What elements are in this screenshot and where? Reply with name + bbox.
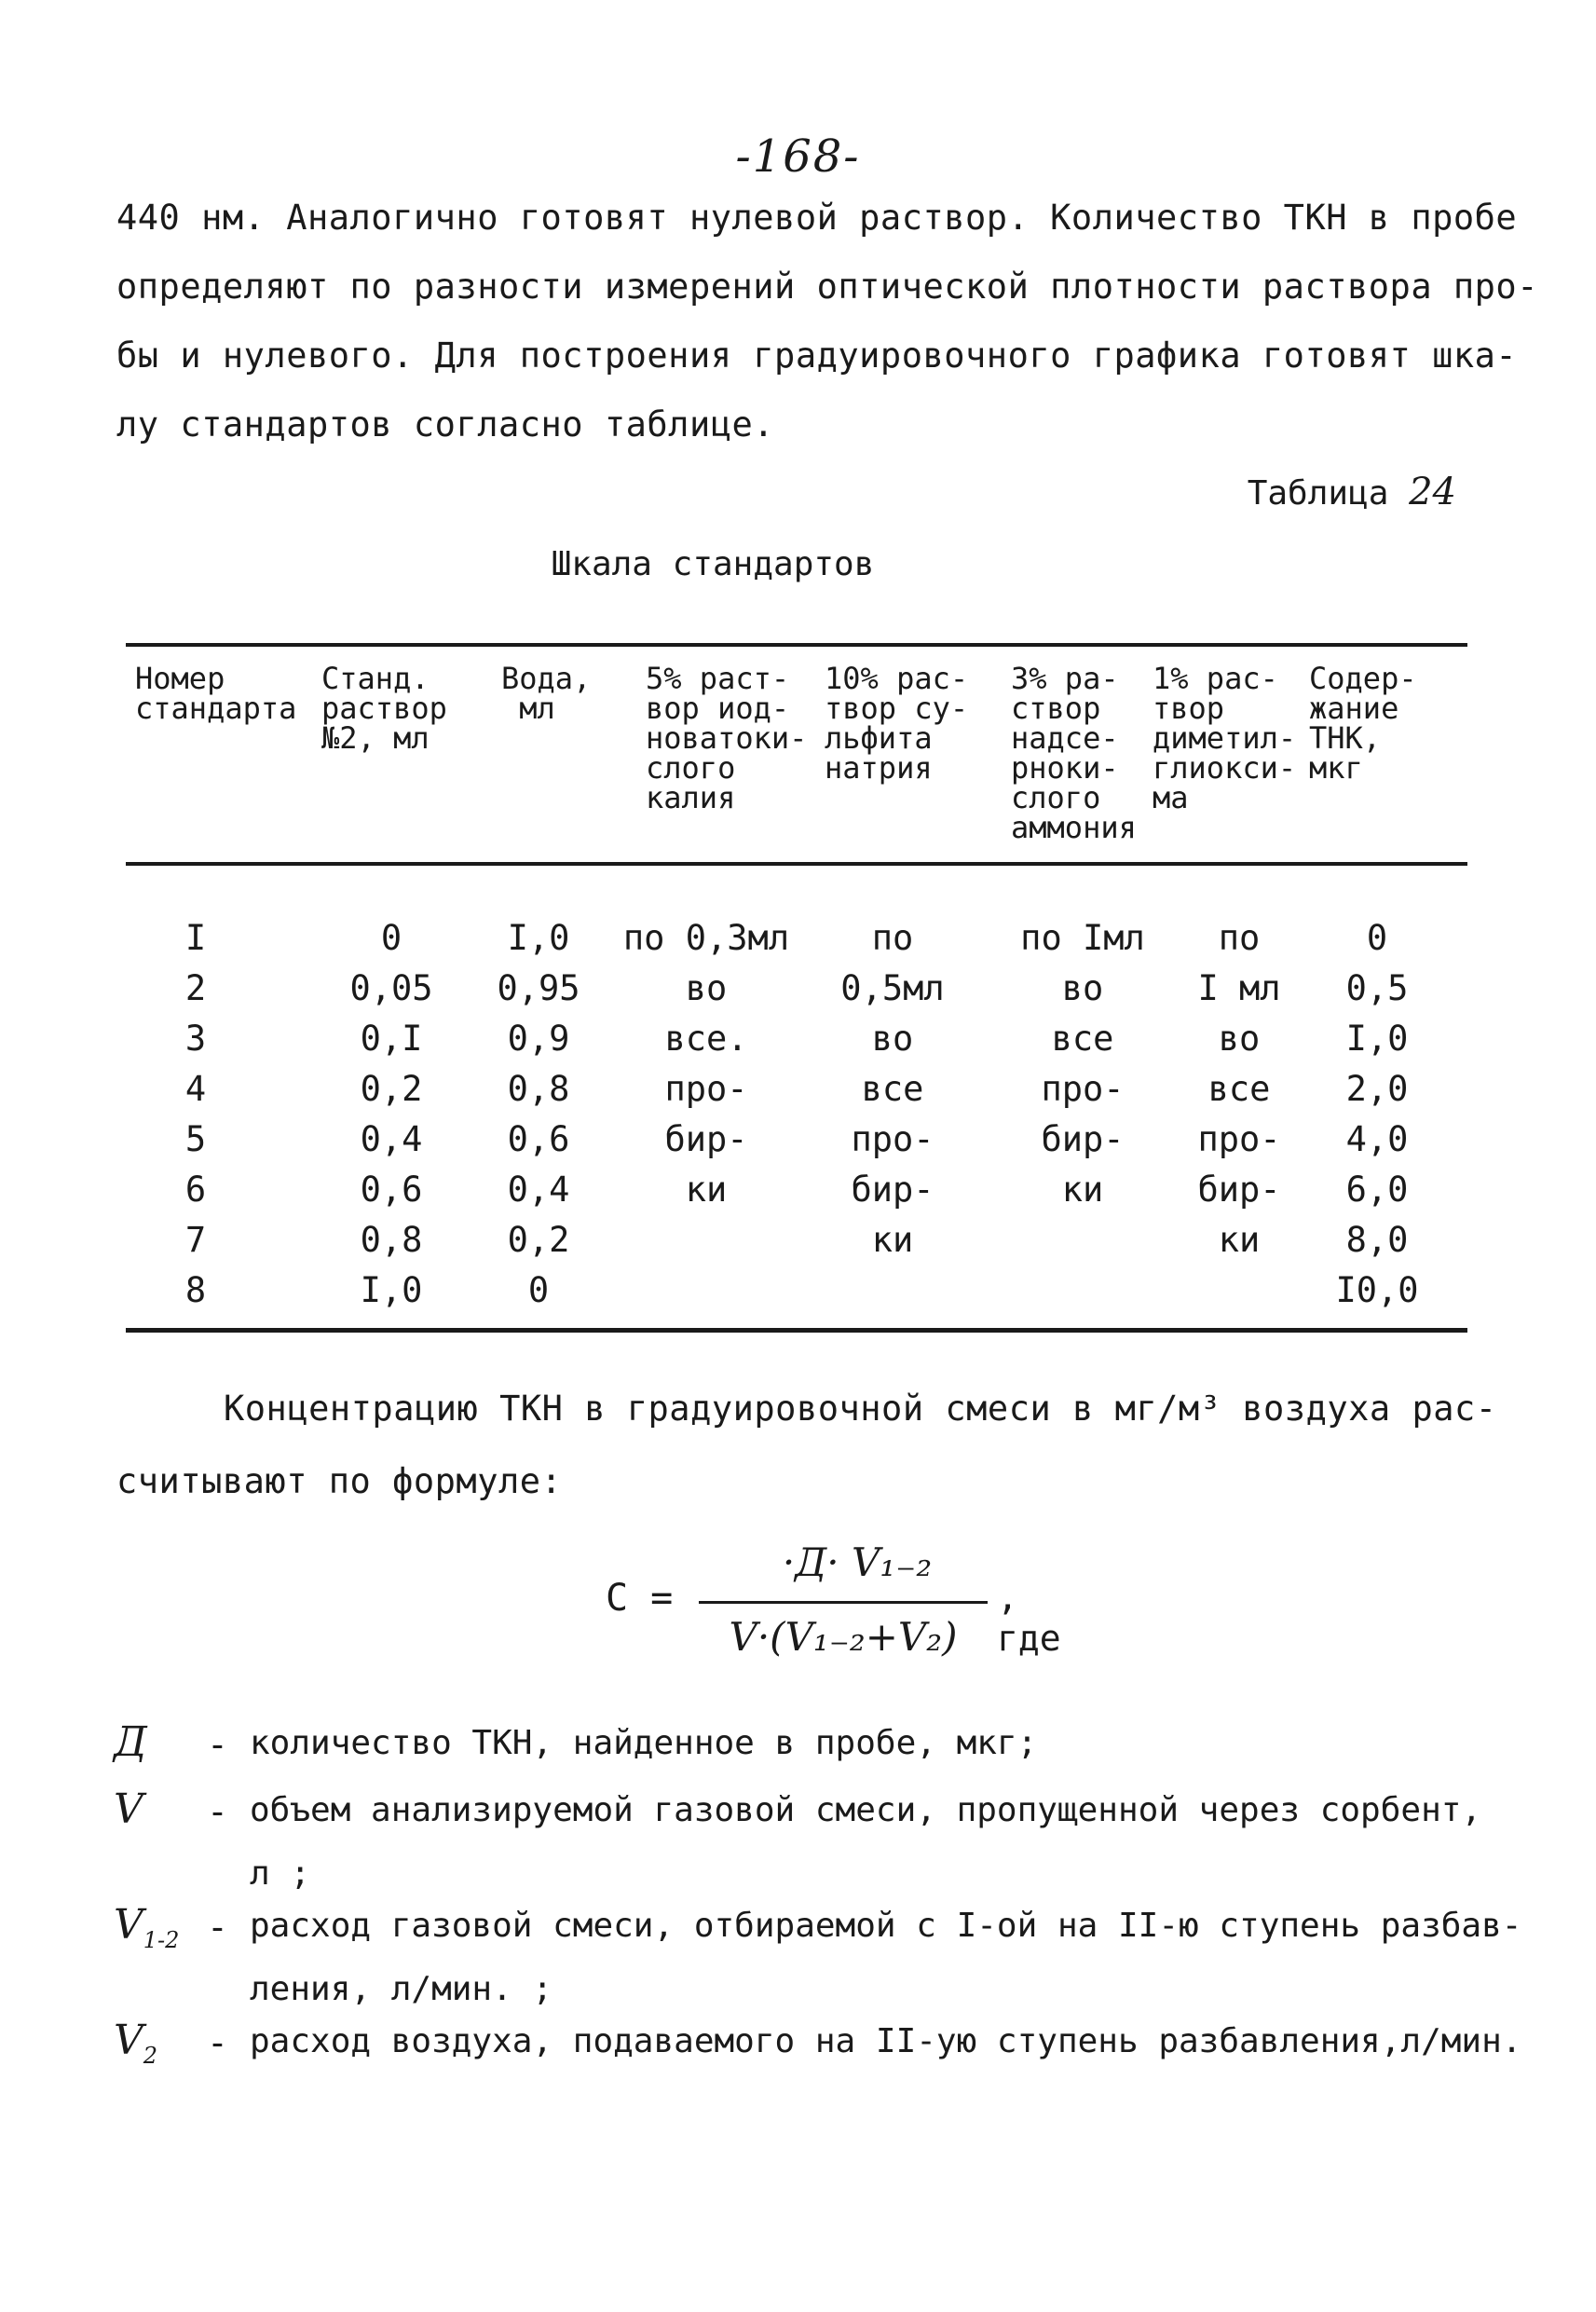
definition-text: расход газовой смеси, отбираемой с I-ой на II-ю ступень разбав- (250, 1907, 1522, 1945)
header-sulfite: 10% рас- твор су- льфита натрия (825, 661, 969, 786)
cell-content: 4,0 (1345, 1119, 1409, 1159)
cell-standard-number: 6 (184, 1170, 207, 1210)
header-iodate: 5% раст- вор иод- новатоки- слого калия (646, 661, 808, 815)
header-water: Вода, мл (501, 661, 592, 726)
cell-iodate: бир- (664, 1119, 748, 1159)
header-dimethylglyoxime: 1% рас- твор диметил- глиокси- ма (1153, 661, 1297, 815)
header-std-solution: Станд. раствор №2, мл (321, 661, 447, 756)
cell-water: 0,8 (507, 1069, 570, 1109)
cell-dimethylglyoxime: ки (1218, 1220, 1261, 1260)
cell-std-solution: 0,4 (360, 1119, 423, 1159)
definition-text: объем анализируемой газовой смеси, пропущенной через сорбент, (250, 1791, 1482, 1829)
cell-std-solution: 0,2 (360, 1069, 423, 1109)
cell-dimethylglyoxime: про- (1197, 1119, 1281, 1159)
cell-iodate: про- (664, 1069, 748, 1109)
cell-content: I,0 (1345, 1019, 1409, 1059)
cell-water: 0,6 (507, 1119, 570, 1159)
text-after-line: считывают по формуле: (116, 1461, 563, 1501)
header-persulfate: 3% ра- створ надсе- рноки- слого аммония (1011, 661, 1137, 845)
header-content: Содер- жание ТНК, мкг (1309, 661, 1417, 786)
page-number: -168- (735, 130, 861, 183)
table-title: Шкала стандартов (551, 545, 875, 583)
cell-persulfate: бир- (1041, 1119, 1125, 1159)
cell-iodate: все. (664, 1019, 748, 1059)
cell-standard-number: 4 (184, 1069, 207, 1109)
cell-std-solution: I,0 (360, 1270, 423, 1310)
cell-std-solution: 0 (380, 918, 402, 958)
cell-std-solution: 0,I (360, 1019, 423, 1059)
cell-std-solution: 0,6 (360, 1170, 423, 1210)
header-standard-number: Номер стандарта (135, 661, 297, 726)
cell-sulfite: все (861, 1069, 924, 1109)
table-caption-label: Таблица (1247, 474, 1389, 513)
cell-water: 0,9 (507, 1019, 570, 1059)
text-after-line: Концентрацию ТКН в градуировочной смеси в мг/м³ воздуха рас- (224, 1389, 1497, 1429)
cell-dimethylglyoxime: I мл (1197, 968, 1281, 1008)
definition-text: расход воздуха, подаваемого на II-ую ступень разбавления,л/мин. (250, 2022, 1522, 2060)
cell-persulfate: ки (1061, 1170, 1104, 1210)
definition-symbol: Д (114, 1718, 147, 1766)
formula-numerator: ·Д· V₁₋₂ (782, 1539, 933, 1585)
definition-symbol: $V_2$ (114, 2017, 158, 2069)
cell-standard-number: I (184, 918, 207, 958)
table-caption-number: 24 (1409, 471, 1456, 513)
definition-dash: - (207, 1907, 228, 1948)
cell-water: I,0 (507, 918, 570, 958)
cell-standard-number: 7 (184, 1220, 207, 1260)
cell-content: 0 (1366, 918, 1388, 958)
definition-text: количество ТКН, найденное в пробе, мкг; (250, 1724, 1038, 1762)
cell-sulfite: ки (871, 1220, 914, 1260)
cell-dimethylglyoxime: во (1218, 1019, 1261, 1059)
definition-dash: - (207, 2022, 228, 2063)
cell-persulfate: по Iмл (1020, 918, 1145, 958)
cell-std-solution: 0,8 (360, 1220, 423, 1260)
table-top-rule (126, 643, 1467, 647)
cell-content: 2,0 (1345, 1069, 1409, 1109)
cell-persulfate: все (1051, 1019, 1114, 1059)
cell-dimethylglyoxime: бир- (1197, 1170, 1281, 1210)
cell-content: 8,0 (1345, 1220, 1409, 1260)
definition-symbol-subscript: 2 (143, 2042, 158, 2069)
cell-sulfite: 0,5мл (840, 968, 945, 1008)
cell-dimethylglyoxime: по (1218, 918, 1261, 958)
cell-iodate: во (685, 968, 728, 1008)
cell-std-solution: 0,05 (349, 968, 433, 1008)
concentration-formula (606, 1538, 1090, 1687)
cell-water: 0,4 (507, 1170, 570, 1210)
paragraph-line: определяют по разности измерений оптической плотности раствора про- (116, 267, 1538, 307)
definition-symbol: $V_{1-2}$ (114, 1901, 180, 1953)
definition-text: л ; (250, 1854, 311, 1893)
formula-denominator: V·(V₁₋₂+V₂) (729, 1614, 958, 1660)
cell-content: I0,0 (1335, 1270, 1419, 1310)
cell-water: 0 (527, 1270, 550, 1310)
table-header-rule (126, 862, 1467, 866)
cell-sulfite: бир- (851, 1170, 934, 1210)
cell-persulfate: во (1061, 968, 1104, 1008)
cell-water: 0,2 (507, 1220, 570, 1260)
definition-dash: - (207, 1724, 228, 1765)
cell-content: 0,5 (1345, 968, 1409, 1008)
formula-lhs: C = (606, 1577, 674, 1620)
paragraph-line: бы и нулевого. Для построения градуировочного графика готовят шка- (116, 335, 1518, 376)
definition-symbol: V (114, 1785, 143, 1833)
cell-sulfite: по (871, 918, 914, 958)
definition-symbol-subscript: 1-2 (143, 1926, 180, 1953)
formula-fraction-bar (699, 1601, 988, 1604)
formula-suffix: , где (997, 1577, 1061, 1659)
paragraph-line: 440 нм. Аналогично готовят нулевой раствор. Количество ТКН в пробе (116, 198, 1518, 238)
cell-standard-number: 8 (184, 1270, 207, 1310)
cell-persulfate: про- (1041, 1069, 1125, 1109)
cell-water: 0,95 (497, 968, 580, 1008)
cell-dimethylglyoxime: все (1207, 1069, 1271, 1109)
cell-standard-number: 3 (184, 1019, 207, 1059)
cell-sulfite: во (871, 1019, 914, 1059)
paragraph-line: лу стандартов согласно таблице. (116, 404, 775, 445)
cell-sulfite: про- (851, 1119, 934, 1159)
cell-iodate: ки (685, 1170, 728, 1210)
cell-standard-number: 5 (184, 1119, 207, 1159)
cell-standard-number: 2 (184, 968, 207, 1008)
table-bottom-rule (126, 1328, 1467, 1333)
cell-iodate: по 0,3мл (622, 918, 790, 958)
definition-text: ления, л/мин. ; (250, 1970, 553, 2008)
cell-content: 6,0 (1345, 1170, 1409, 1210)
definition-dash: - (207, 1791, 228, 1832)
table-caption (1248, 471, 1456, 513)
